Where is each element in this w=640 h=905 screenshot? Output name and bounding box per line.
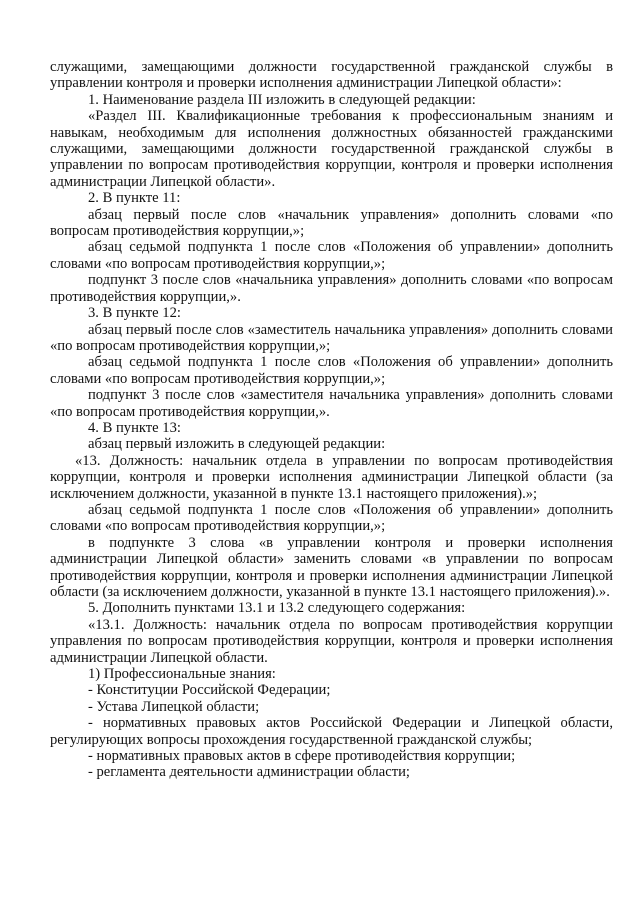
- paragraph-12-subitem-3: подпункт 3 после слов «заместителя начальника управления» дополнить словами «по вопросам противодействия коррупции,».: [50, 387, 613, 420]
- paragraph-13-1-position: «13.1. Должность: начальник отдела по вопросам противодействия коррупции управления по вопросам противодействия коррупции, контроля и проверки исполнения администрации Липецкой области.: [50, 616, 613, 666]
- list-item-constitution: - Конституции Российской Федерации;: [88, 682, 331, 699]
- paragraph-12-abzac-7: абзац седьмой подпункта 1 после слов «Положения об управлении» дополнить словами «по вопросам противодействия коррупции,»;: [50, 354, 613, 387]
- list-item-charter: - Устава Липецкой области;: [88, 698, 260, 715]
- paragraph-13-abzac-1: абзац первый изложить в следующей редакции:: [88, 436, 386, 453]
- list-item-legal-acts: - нормативных правовых актов Российской Федерации и Липецкой области, регулирующих вопросы прохождения государственной гражданской службы;: [50, 715, 613, 748]
- list-item-anticorruption-acts: - нормативных правовых актов в сфере противодействия коррупции;: [88, 748, 516, 765]
- list-item-regulations: - регламента деятельности администрации области;: [88, 764, 410, 781]
- paragraph-item-5: 5. Дополнить пунктами 13.1 и 13.2 следующего содержания:: [88, 600, 466, 617]
- paragraph-item-1: 1. Наименование раздела III изложить в следующей редакции:: [88, 91, 476, 108]
- paragraph-section-title-quote: «Раздел III. Квалификационные требования к профессиональным знаниям и навыкам, необходимым для исполнения должностных обязанностей гражданскими служащими, замещающими должности государственной гражданской службы в управлении по вопросам противодействия коррупции, контроля и проверки исполнения администрации Липецкой области».: [50, 108, 613, 190]
- paragraph-11-abzac-7: абзац седьмой подпункта 1 после слов «Положения об управлении» дополнить словами «по вопросам противодействия коррупции,»;: [50, 239, 613, 272]
- paragraph-professional-knowledge: 1) Профессиональные знания:: [88, 666, 276, 683]
- paragraph-13-new-text: «13. Должность: начальник отдела в управлении по вопросам противодействия коррупции, контроля и проверки исполнения администрации Липецкой области (за исключением должности, указанной в пункте 13.1 настоящего приложения).»;: [50, 452, 613, 502]
- paragraph-13-subitem-3: в подпункте 3 слова «в управлении контроля и проверки исполнения администрации Липецкой области» заменить словами «в управлении по вопросам противодействия коррупции, контроля и проверки исполнения администрации Липецкой области (за исключением должности, указанной в пункте 13.1 настоящего приложения).».: [50, 534, 613, 600]
- paragraph-12-abzac-1: абзац первый после слов «заместитель начальника управления» дополнить словами «по вопросам противодействия коррупции,»;: [50, 321, 613, 354]
- paragraph-11-abzac-1: абзац первый после слов «начальник управления» дополнить словами «по вопросам противодействия коррупции,»;: [50, 206, 613, 240]
- paragraph-item-3: 3. В пункте 12:: [88, 305, 181, 322]
- paragraph-item-2: 2. В пункте 11:: [88, 190, 181, 207]
- paragraph-11-subitem-3: подпункт 3 после слов «начальника управления» дополнить словами «по вопросам противодействия коррупции,».: [50, 272, 613, 305]
- paragraph-13-abzac-7: абзац седьмой подпункта 1 после слов «Положения об управлении» дополнить словами «по вопросам противодействия коррупции,»;: [50, 501, 613, 535]
- paragraph-continuation: служащими, замещающими должности государственной гражданской службы в управлении контроля и проверки исполнения администрации Липецкой области»:: [50, 59, 613, 92]
- paragraph-item-4: 4. В пункте 13:: [88, 419, 181, 436]
